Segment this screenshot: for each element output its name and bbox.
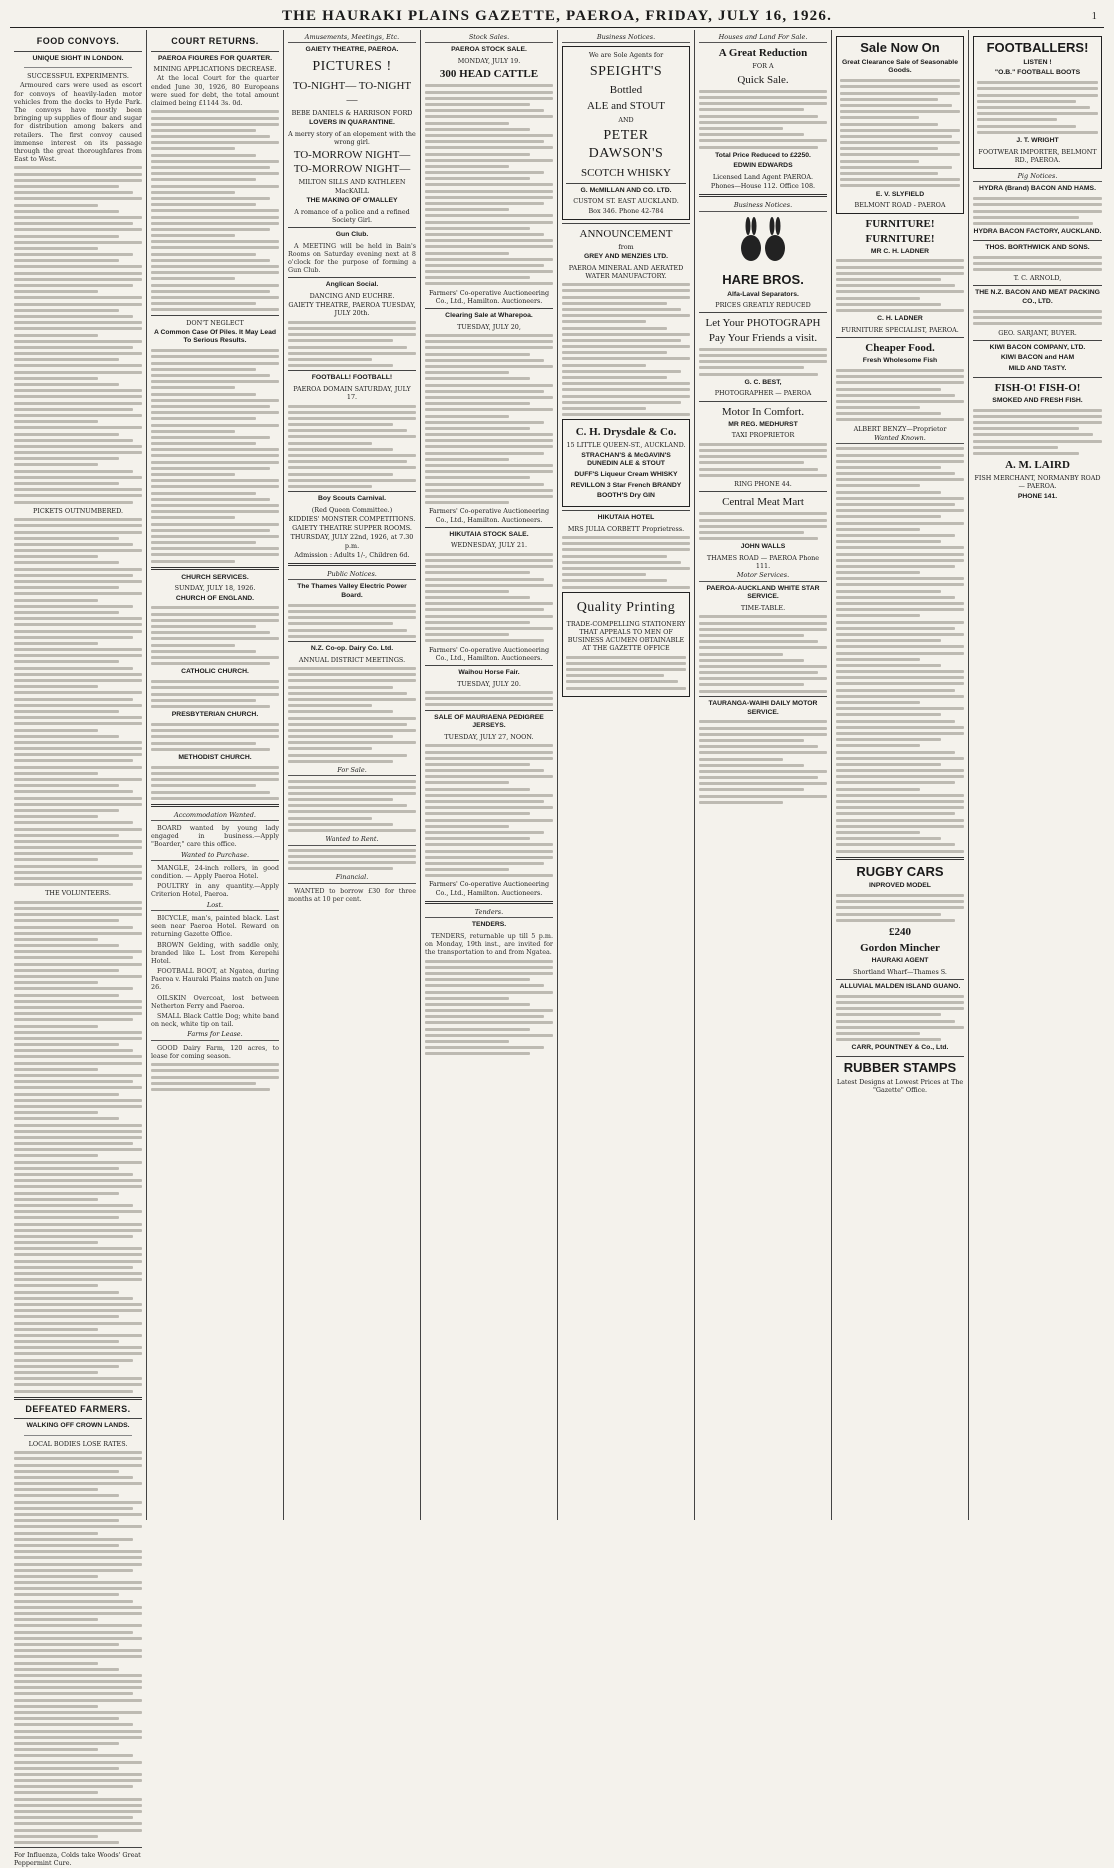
pictures-heading: PICTURES ! bbox=[312, 59, 392, 74]
classified-ad: POULTRY in any quantity.—Apply Criterion Hotel, Paeroa. bbox=[151, 882, 279, 899]
drysdale-ad bbox=[562, 419, 690, 507]
article-subhead: SUCCESSFUL EXPERIMENTS. bbox=[27, 72, 129, 81]
john-walls: JOHN WALLS bbox=[740, 543, 786, 551]
article-text-block bbox=[14, 1451, 142, 1844]
classified-ad: BICYCLE, man's, painted black. Last seen near Paeroa Hotel. Reward on returning Gazette Office. bbox=[151, 913, 279, 939]
page-number: 1 bbox=[1091, 11, 1098, 22]
section-head: Wanted to Rent. bbox=[288, 835, 416, 845]
stock-sale-title: Waihou Horse Fair. bbox=[458, 668, 520, 676]
film-stars: BEBE DANIELS & HARRISON FORD bbox=[291, 109, 413, 118]
sale-box bbox=[836, 36, 964, 214]
church-england: CHURCH OF ENGLAND. bbox=[175, 594, 255, 602]
column-8 bbox=[969, 30, 1106, 1520]
anglican-date: GAIETY THEATRE, PAEROA TUESDAY, JULY 20th. bbox=[288, 301, 416, 318]
white-star: PAEROA-AUCKLAND WHITE STAR SERVICE. bbox=[706, 584, 820, 601]
event-date: THURSDAY, JULY 22nd, 1926, at 7.30 p.m. bbox=[290, 533, 414, 550]
footballers-box bbox=[973, 36, 1102, 169]
section-head: Lost. bbox=[151, 901, 279, 911]
medhurst: MR REG. MEDHURST bbox=[728, 420, 798, 428]
section-head: Amusements, Meetings, Etc. bbox=[288, 33, 416, 43]
boots-text bbox=[977, 81, 1098, 134]
central-meat: Central Meat Mart bbox=[722, 496, 804, 509]
section-head: Farms for Lease. bbox=[151, 1030, 279, 1040]
speights: SPEIGHT'S bbox=[589, 63, 663, 79]
section-head: Motor Services. bbox=[699, 571, 827, 581]
mineral-water: PAEROA MINERAL AND AERATED WATER MANUFACTORY. bbox=[568, 263, 684, 280]
hydra: HYDRA (Brand) BACON AND HAMS. bbox=[979, 185, 1096, 193]
auctioneers: Farmers' Co-operative Auctioneering Co., Ltd., Hamilton. Auctioneers. bbox=[428, 288, 550, 305]
film-tagline: A romance of a police and a refined Society Girl. bbox=[294, 207, 410, 224]
film-tagline: A merry story of an elopement with the wrong girl. bbox=[288, 129, 416, 147]
wright: J. T. WRIGHT bbox=[1016, 136, 1059, 144]
speights-ad bbox=[562, 46, 690, 219]
article-text-block bbox=[14, 518, 142, 886]
article-subhead: THE VOLUNTEERS. bbox=[45, 889, 111, 898]
carr: CARR, POUNTNEY & Co., Ltd. bbox=[851, 1044, 949, 1052]
booth: BOOTH'S Dry GIN bbox=[597, 492, 655, 500]
column-1 bbox=[10, 30, 147, 1868]
ad-text-block bbox=[151, 1063, 279, 1091]
phone: PHONE 141. bbox=[1017, 492, 1058, 500]
stock-sale-date: WEDNESDAY, JULY 21. bbox=[450, 541, 528, 550]
furniture: FURNITURE! FURNITURE! bbox=[865, 218, 935, 245]
classified-text bbox=[288, 849, 416, 871]
stock-sale-date: MONDAY, JULY 19. bbox=[457, 57, 521, 65]
ring-phone: RING PHONE 44. bbox=[734, 479, 792, 488]
column-3 bbox=[284, 30, 421, 1520]
agents-line: We are Sole Agents for bbox=[588, 51, 664, 60]
arnold: T. C. ARNOLD, bbox=[1013, 274, 1062, 283]
duff: DUFF'S Liqueur Cream WHISKY bbox=[574, 470, 678, 478]
laird: A. M. LAIRD bbox=[1005, 459, 1070, 472]
stock-sale-title: SALE OF MAURIAENA PEDIGREE JERSEYS. bbox=[434, 713, 544, 730]
ladner-sub: FURNITURE SPECIALIST, PAEROA. bbox=[841, 325, 959, 334]
column-7 bbox=[832, 30, 969, 1520]
scotch-whisky: SCOTCH WHISKY bbox=[581, 166, 671, 179]
alluvial: ALLUVIAL MALDEN ISLAND GUANO. bbox=[839, 983, 961, 991]
tomorrow: TO-MORROW NIGHT— TO-MORROW NIGHT— bbox=[293, 149, 411, 176]
meat-text bbox=[699, 512, 827, 540]
total-price: Total Price Reduced to £2250. bbox=[715, 151, 811, 159]
tenders-body: TENDERS, returnable up till 5 p.m. on Monday, 19th inst., are invited for the transportation to and from Ngatea. bbox=[425, 931, 553, 957]
kiwi: KIWI BACON COMPANY, LTD. bbox=[989, 343, 1086, 351]
motor-comfort: Motor In Comfort. bbox=[721, 405, 805, 418]
rubber-sub: Latest Designs at Lowest Prices at The "Gazette" Office. bbox=[836, 1077, 964, 1094]
rugby-text bbox=[836, 894, 964, 922]
footballers: FOOTBALLERS! bbox=[986, 40, 1089, 55]
quick-sale: Quick Sale. bbox=[737, 73, 789, 86]
slyfield-sub: BELMONT ROAD - PAEROA bbox=[854, 201, 946, 210]
church-presbyterian: PRESBYTERIAN CHURCH. bbox=[171, 711, 259, 719]
supper-rooms: GAIETY THEATRE SUPPER ROOMS. bbox=[292, 524, 412, 533]
admission: Admission : Adults 1/-, Children 6d. bbox=[294, 550, 410, 559]
hauraki-agent: HAURAKI AGENT bbox=[871, 957, 929, 965]
article-title-defeated-farmers: DEFEATED FARMERS. bbox=[25, 1403, 131, 1414]
agent-sub: Licensed Land Agent PAEROA. bbox=[712, 173, 814, 182]
stock-sale-title: PAEROA STOCK SALE. bbox=[451, 46, 527, 54]
ad-heading: DON'T NEGLECT bbox=[186, 318, 244, 327]
nz-dairy: N.Z. Co-op. Dairy Co. Ltd. bbox=[310, 644, 394, 652]
queen-st: 15 LITTLE QUEEN-ST., AUCKLAND. bbox=[566, 441, 686, 450]
article-subtitle: WALKING OFF CROWN LANDS. bbox=[26, 1422, 130, 1430]
grey-menzies: GREY AND MENZIES LTD. bbox=[583, 252, 669, 260]
taxi: TAXI PROPRIETOR bbox=[731, 431, 795, 440]
service-list bbox=[151, 606, 279, 665]
laird-sub: FISH MERCHANT, NORMANBY ROAD — PAEROA. bbox=[974, 474, 1101, 491]
theatre-name: GAIETY THEATRE, PAEROA. bbox=[305, 46, 399, 54]
ladner: MR C. H. LADNER bbox=[870, 247, 930, 255]
section-head: Houses and Land For Sale. bbox=[699, 33, 827, 43]
auctioneers: Farmers' Co-operative Auctioneering Co., Ltd., Hamilton. Auctioneers. bbox=[428, 507, 550, 524]
bottled: Bottled bbox=[609, 84, 643, 97]
ladner2: C. H. LADNER bbox=[877, 315, 923, 323]
tenders-title: TENDERS. bbox=[471, 921, 507, 929]
fixtures-list bbox=[288, 405, 416, 488]
hydra-text bbox=[973, 197, 1102, 225]
stock-list bbox=[425, 691, 553, 706]
masthead bbox=[10, 6, 1104, 28]
church-date: SUNDAY, JULY 18, 1926. bbox=[174, 584, 256, 593]
film-title: LOVERS IN QUARANTINE. bbox=[309, 119, 395, 127]
timetable: TIME-TABLE. bbox=[740, 604, 786, 613]
rubber-stamps: RUBBER STAMPS bbox=[843, 1060, 957, 1076]
anglican-sub: DANCING AND EUCHRE. bbox=[309, 292, 395, 301]
stock-sale-date: TUESDAY, JULY 27, NOON. bbox=[444, 732, 534, 741]
article-subtitle: PAEROA FIGURES FOR QUARTER. bbox=[157, 54, 273, 62]
column-6 bbox=[695, 30, 832, 1520]
nz-bacon: THE N.Z. BACON AND MEAT PACKING CO., LTD. bbox=[975, 289, 1100, 306]
hikutaia-hotel: HIKUTAIA HOTEL bbox=[597, 514, 655, 522]
stock-list bbox=[425, 744, 553, 877]
for-a: FOR A bbox=[752, 62, 774, 71]
hotel-text bbox=[562, 536, 690, 589]
price: £240 bbox=[889, 925, 911, 938]
article-subhead: MINING APPLICATIONS DECREASE. bbox=[153, 65, 277, 74]
ad-text-block bbox=[288, 321, 416, 367]
classified-ad: BROWN Gelding, with saddle only, branded like L. Lost from Kerepehi Hotel. bbox=[151, 940, 279, 965]
wright-sub: FOOTWEAR IMPORTER, BELMONT RD., PAEROA. bbox=[978, 147, 1097, 164]
stock-list bbox=[425, 84, 553, 285]
section-head: Tenders. bbox=[425, 908, 553, 918]
mild-tasty: MILD AND TASTY. bbox=[1008, 365, 1067, 373]
church-title: CHURCH SERVICES. bbox=[181, 573, 249, 581]
classified-ad: WANTED to borrow £30 for three months at 10 per cent. bbox=[288, 886, 416, 903]
service-list bbox=[151, 723, 279, 751]
strachan: STRACHAN'S & McGAVIN'S DUNEDIN ALE & STOUT bbox=[581, 451, 671, 468]
masthead-title: THE HAURAKI PLAINS GAZETTE, PAEROA, FRIDAY, JULY 16, 1926. bbox=[281, 8, 833, 24]
classified-ad: BOARD wanted by young lady engaged in business.—Apply "Boarder," care this office. bbox=[151, 824, 279, 849]
film-title: THE MAKING OF O'MALLEY bbox=[306, 196, 398, 204]
boy-scouts: Boy Scouts Carnival. bbox=[318, 495, 386, 503]
fish-text bbox=[973, 409, 1102, 455]
section-head: Wanted to Purchase. bbox=[151, 851, 279, 861]
sale-now-on: Sale Now On bbox=[860, 40, 940, 55]
hare-bros-logo bbox=[699, 218, 827, 266]
and-line: AND bbox=[618, 115, 634, 124]
sale-list bbox=[840, 79, 960, 187]
slyfield: E. V. SLYFIELD bbox=[875, 190, 925, 198]
drysdale: C. H. Drysdale & Co. bbox=[575, 426, 677, 439]
guano-text bbox=[836, 995, 964, 1041]
quality-printing-ad bbox=[562, 592, 690, 697]
film-stars: MILTON SILLS AND KATHLEEN MacKAILL bbox=[298, 178, 406, 195]
revillon: REVILLON 3 Star French BRANDY bbox=[570, 481, 682, 489]
borthwick: THOS. BORTHWICK AND SONS. bbox=[985, 243, 1090, 251]
printing-text bbox=[566, 656, 686, 690]
church-methodist: METHODIST CHURCH. bbox=[178, 753, 252, 761]
borthwick-text bbox=[973, 256, 1102, 271]
custom-st: CUSTOM ST. EAST AUCKLAND. bbox=[573, 197, 679, 206]
stock-list bbox=[425, 334, 553, 504]
power-board: The Thames Valley Electric Power Board. bbox=[297, 583, 407, 599]
classified-ad: OILSKIN Overcoat, lost between Netherton Ferry and Paeroa. bbox=[151, 993, 279, 1010]
fish-text bbox=[836, 369, 964, 422]
section-head: Accommodation Wanted. bbox=[151, 811, 279, 821]
mcmillan: G. McMILLAN AND CO. LTD. bbox=[580, 186, 672, 194]
columns bbox=[10, 30, 1104, 1868]
service-list bbox=[151, 680, 279, 708]
prices-reduced: PRICES GREATLY REDUCED bbox=[715, 301, 811, 310]
alfa-laval: Alfa-Laval Separators. bbox=[727, 290, 799, 298]
wanted-text bbox=[836, 447, 964, 852]
listen: LISTEN ! bbox=[1023, 58, 1052, 66]
boy-scouts-sub: (Red Queen Committee.) bbox=[311, 505, 393, 514]
article-body: Armoured cars were used as escort for convoys of heavily-laden motor vehicles from the docks to Hyde Park. The convoys have mostly been bringing up supplies of flour and sugar for distribution among bakers and retailers. The first convoy caused immense interest on its passage through the great thoroughfares from East to West. bbox=[14, 81, 142, 164]
fresh-fish: Fresh Wholesome Fish bbox=[862, 357, 938, 365]
section-head: For Sale. bbox=[288, 766, 416, 776]
tauranga-text bbox=[699, 720, 827, 803]
improved-model: INPROVED MODEL bbox=[869, 882, 931, 890]
best-sub: PHOTOGRAPHER — PAEROA bbox=[714, 389, 812, 398]
box-phone: Box 346. Phone 42-784 bbox=[588, 206, 664, 215]
stock-sale-title: Clearing Sale at Wharepoa. bbox=[445, 312, 533, 320]
peter-dawson: PETER DAWSON'S bbox=[588, 127, 664, 161]
photo-text bbox=[699, 348, 827, 376]
fisho: FISH-O! FISH-O! bbox=[994, 381, 1081, 394]
announcement: ANNOUNCEMENT bbox=[579, 227, 673, 240]
smoked-fish: SMOKED AND FRESH FISH. bbox=[992, 396, 1083, 404]
service-list bbox=[151, 766, 279, 800]
phones: Phones—House 112. Office 108. bbox=[710, 182, 816, 191]
article-subhead: LOCAL BODIES LOSE RATES. bbox=[28, 1439, 128, 1448]
tonight: TO-NIGHT— TO-NIGHT— bbox=[292, 79, 412, 106]
section-head: Business Notices. bbox=[699, 201, 827, 211]
hydra-co: HYDRA BACON FACTORY, AUCKLAND. bbox=[973, 228, 1102, 236]
stock-sale-date: TUESDAY, JULY 20. bbox=[457, 679, 521, 688]
classified-ad: GOOD Dairy Farm, 120 acres, to lease for coming season. bbox=[151, 1043, 279, 1060]
clearance: Great Clearance Sale of Seasonable Goods. bbox=[842, 58, 958, 75]
ob-boots: "O.B." FOOTBALL BOOTS bbox=[994, 69, 1081, 77]
classified-ad: MANGLE, 24-inch rollers, in good condition. — Apply Paeroa Hotel. bbox=[151, 863, 279, 881]
notice-text bbox=[288, 667, 416, 763]
article-subhead: PICKETS OUTNUMBERED. bbox=[33, 506, 123, 515]
shortland: Shortland Wharf—Thames S. bbox=[853, 967, 947, 976]
tender-text bbox=[425, 960, 553, 1056]
section-head: Financial. bbox=[288, 873, 416, 883]
agent-name: EDWIN EDWARDS bbox=[733, 162, 793, 170]
ad-text-block bbox=[151, 349, 279, 562]
article-body: At the local Court for the quarter ended June 30, 1926, 80 Europeans were sued for debt, the total amount claimed being £1144 3s. 0d. bbox=[151, 74, 279, 107]
football-venue: PAEROA DOMAIN SATURDAY, JULY 17. bbox=[293, 384, 411, 402]
classified-text bbox=[288, 780, 416, 833]
ad-subheading: A Common Case Of Piles. It May Lead To Serious Results. bbox=[153, 328, 277, 345]
taxi-text bbox=[699, 443, 827, 477]
article-text-block bbox=[14, 901, 142, 1393]
article-subtitle: UNIQUE SIGHT IN LONDON. bbox=[32, 54, 124, 62]
hotel-proprietress: MRS JULIA CORBETT Proprietress. bbox=[567, 524, 685, 533]
gordon-mincher: Gordon Mincher bbox=[860, 942, 940, 955]
announcement-text bbox=[562, 283, 690, 416]
annual-meetings: ANNUAL DISTRICT MEETINGS. bbox=[298, 655, 406, 664]
stock-sale-date: TUESDAY, JULY 20, bbox=[457, 322, 521, 331]
nz-bacon-text bbox=[973, 310, 1102, 325]
footer-ad: For Influenza, Colds take Woods' Great Peppermint Cure. bbox=[14, 1851, 141, 1868]
anglican-social: Anglican Social. bbox=[325, 281, 379, 289]
column-2 bbox=[147, 30, 284, 1520]
kiwi-bacon: KIWI BACON and HAM bbox=[1000, 354, 1075, 362]
hare-bros: HARE BROS. bbox=[722, 271, 804, 287]
cattle-count: 300 HEAD CATTLE bbox=[439, 68, 539, 81]
section-head: Business Notices. bbox=[562, 33, 690, 43]
section-head: Public Notices. bbox=[288, 570, 416, 580]
column-5 bbox=[558, 30, 695, 1520]
cheaper-food: Cheaper Food. bbox=[865, 342, 935, 355]
tauranga-service: TAURANGA-WAIHI DAILY MOTOR SERVICE. bbox=[708, 699, 818, 716]
from-line: from bbox=[618, 242, 634, 251]
hare-icon bbox=[723, 218, 803, 264]
article-text-block bbox=[151, 110, 279, 311]
property-text bbox=[699, 90, 827, 149]
article-title-court-returns: COURT RETURNS. bbox=[171, 36, 259, 46]
football-heading: FOOTBALL! FOOTBALL! bbox=[311, 374, 393, 382]
ale-stout: ALE and STOUT bbox=[586, 100, 665, 113]
quality-printing: Quality Printing bbox=[576, 599, 676, 615]
classified-ad: SMALL Black Cattle Dog; white band on neck, white tip on tail. bbox=[151, 1012, 279, 1029]
furniture-text bbox=[836, 259, 964, 312]
reduction-heading: A Great Reduction bbox=[718, 47, 808, 60]
article-title-food-convoys: FOOD CONVOYS. bbox=[36, 36, 120, 46]
timetable-text bbox=[699, 615, 827, 692]
section-head: Stock Sales. bbox=[425, 33, 553, 43]
article-text-block bbox=[14, 166, 142, 503]
church-catholic: CATHOLIC CHURCH. bbox=[181, 668, 249, 676]
section-head: Wanted Known. bbox=[836, 434, 964, 444]
auctioneers: Farmers' Co-operative Auctioneering Co., Ltd., Hamilton. Auctioneers. bbox=[428, 645, 550, 662]
gun-club-body: A MEETING will be held in Bain's Rooms on Saturday evening next at 8 o'clock for the purpose of forming a Gun Club. bbox=[288, 241, 416, 275]
stationery-line: TRADE-COMPELLING STATIONERY THAT APPEALS TO MEN OF BUSINESS ACUMEN OBTAINABLE AT THE GAZETTE OFFICE bbox=[566, 619, 686, 653]
stock-list bbox=[425, 553, 553, 643]
thames-road: THAMES ROAD — PAEROA Phone 111. bbox=[706, 553, 820, 571]
photo-ad: Let Your PHOTOGRAPH Pay Your Friends a visit. bbox=[705, 317, 821, 344]
benzy: ALBERT BENZY—Proprietor bbox=[853, 424, 947, 433]
best: G. C. BEST, bbox=[744, 378, 782, 386]
stock-sale-title: HIKUTAIA STOCK SALE. bbox=[449, 530, 529, 538]
notice-text bbox=[288, 604, 416, 638]
gun-club: Gun Club. bbox=[335, 230, 369, 238]
kiddies: KIDDIES' MONSTER COMPETITIONS. bbox=[288, 515, 416, 524]
section-head: Pig Notices. bbox=[973, 172, 1102, 182]
rugby-cars: RUGBY CARS bbox=[856, 863, 944, 879]
auctioneers: Farmers' Co-operative Auctioneering Co., Ltd., Hamilton. Auctioneers. bbox=[428, 880, 550, 897]
column-4 bbox=[421, 30, 558, 1520]
sarjant: GEO. SARJANT, BUYER. bbox=[998, 328, 1077, 337]
classified-ad: FOOTBALL BOOT, at Ngatea, during Paeroa v. Hauraki Plains match on June 26. bbox=[151, 967, 279, 992]
